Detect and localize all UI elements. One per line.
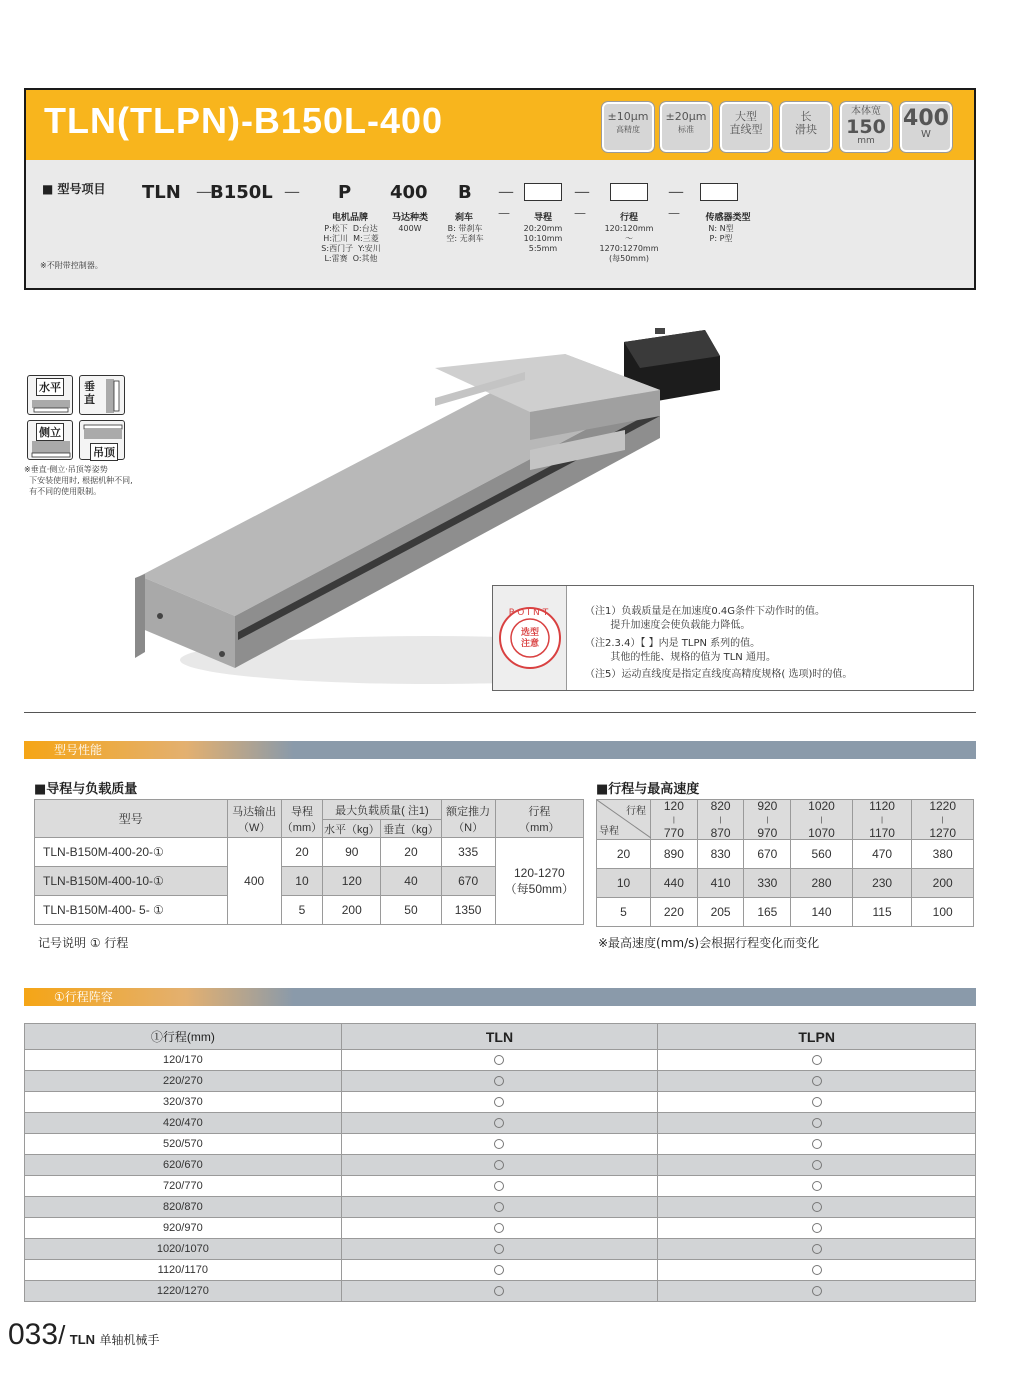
cell-speed: 560 [791, 840, 853, 869]
cell-speed: 200 [912, 869, 974, 898]
stroke-speed-table [596, 799, 974, 927]
point-note-2b: 其他的性能、规格的值为 TLN 通用。 [585, 652, 776, 663]
page-footer: 033/ TLN 单轴机械手 [8, 1318, 160, 1351]
code-series: TLN [142, 182, 181, 203]
table-row [597, 840, 974, 869]
badge-text: 直线型 [729, 123, 763, 136]
code-dash: — [668, 182, 684, 201]
code-dash: — [574, 206, 586, 220]
table-row [597, 869, 974, 898]
stroke-options: 120:120mm ～ 1270:1270mm (每50mm) [599, 224, 659, 263]
motor-type-label: 马达种类 [391, 213, 428, 223]
point-note-5: （注5）运动直线度是指定直线度高精度规格( 选项)时的值。 [585, 669, 853, 680]
badge-text: 150 [846, 116, 886, 138]
badge-wattage [900, 102, 952, 152]
product-title: TLN(TLPN)-B150L-400 [44, 100, 444, 141]
mount-ceiling-icon [79, 420, 125, 460]
available-circle-icon [812, 1223, 822, 1233]
cell-stroke: 420/470 [25, 1113, 342, 1134]
available-circle-icon [812, 1097, 822, 1107]
badge-text: ±10μm [607, 110, 649, 123]
cell-thrust: 335 [441, 838, 495, 867]
badge-text: mm [857, 136, 875, 146]
page-number: 033 [8, 1318, 59, 1351]
motor-options: 400W [398, 224, 422, 233]
table-row [25, 1281, 976, 1302]
table-row [25, 1197, 976, 1218]
mount-ceiling-label: 吊顶 [90, 443, 118, 461]
table-row [25, 1218, 976, 1239]
sensor-label: 传感器类型 [705, 213, 751, 223]
col-motor: 马达输出 （W） [227, 800, 281, 838]
table-row [25, 1050, 976, 1071]
corner-stroke-label: 行程 [626, 806, 646, 817]
brake-options: B: 带刹车 空: 无刹车 [446, 224, 484, 243]
cell-thrust: 1350 [441, 896, 495, 925]
col-stroke: 行程 （mm） [495, 800, 583, 838]
badge-precision-10 [602, 102, 654, 152]
lead-load-table [34, 799, 584, 925]
available-circle-icon [812, 1181, 822, 1191]
mount-horizontal-label: 水平 [36, 378, 64, 396]
cell-stroke: 320/370 [25, 1092, 342, 1113]
stroke-to: 1070 [808, 826, 835, 840]
cell-speed: 140 [791, 898, 853, 927]
table-row [25, 1113, 976, 1134]
available-circle-icon [812, 1118, 822, 1128]
brand-options: P:松下 D:台达 H:汇川 M:三菱 S:西门子 Y:安川 L:雷赛 O:其他 [321, 224, 381, 263]
available-circle-icon [494, 1055, 504, 1065]
cell-horizontal: 200 [323, 896, 381, 925]
col-stroke: 1020 | 1070 [791, 800, 853, 840]
mount-side-icon [27, 420, 73, 460]
badge-text: ±20μm [665, 110, 707, 123]
brake-label: 刹车 [454, 213, 473, 223]
cell-speed: 230 [852, 869, 912, 898]
stroke-from: 920 [757, 799, 778, 813]
point-badge-area [493, 586, 567, 690]
cell-speed: 115 [852, 898, 912, 927]
code-model: B150L [210, 182, 273, 203]
point-note-1: （注1）负载质量是在加速度0.4G条件下动作时的值。 [585, 606, 826, 617]
available-circle-icon [494, 1076, 504, 1086]
col-stroke: 820 | 870 [697, 800, 744, 840]
col-thrust: 额定推力 （N） [441, 800, 495, 838]
code-motor-brand: P [338, 182, 352, 203]
cell-vertical: 20 [381, 838, 441, 867]
stroke-to: 770 [663, 826, 684, 840]
code-motor-type: 400 [390, 182, 428, 203]
cell-stroke: 1220/1270 [25, 1281, 342, 1302]
available-circle-icon [494, 1244, 504, 1254]
col-stroke: 920 | 970 [744, 800, 791, 840]
cell-speed: 440 [651, 869, 698, 898]
cell-stroke: 520/570 [25, 1134, 342, 1155]
cell-speed: 830 [697, 840, 744, 869]
point-center-text-2: 注意 [520, 639, 539, 649]
available-circle-icon [494, 1223, 504, 1233]
code-dash: — [498, 182, 514, 201]
available-circle-icon [494, 1160, 504, 1170]
cell-speed: 165 [744, 898, 791, 927]
title-bar [26, 90, 974, 160]
cell-thrust: 670 [441, 867, 495, 896]
section-bar-stroke-lineup [24, 988, 976, 1006]
table-row [25, 1155, 976, 1176]
col-horizontal: 水平（kg） [323, 820, 381, 838]
cell-speed: 670 [744, 840, 791, 869]
cell-horizontal: 90 [323, 838, 381, 867]
cell-stroke: 820/870 [25, 1197, 342, 1218]
col-stroke: 1220 | 1270 [912, 800, 974, 840]
lead-label: 导程 [533, 213, 552, 223]
cell-speed: 330 [744, 869, 791, 898]
cell-lead: 20 [597, 840, 651, 869]
col-stroke: ①行程(mm) [25, 1024, 342, 1050]
point-notes-box [492, 585, 974, 691]
mount-horizontal-icon [27, 375, 73, 415]
badge-text: 400 [903, 106, 949, 131]
model-item-label: ■ 型号项目 [42, 182, 106, 196]
col-stroke: 1120 | 1170 [852, 800, 912, 840]
available-circle-icon [494, 1118, 504, 1128]
table-row [25, 1092, 976, 1113]
available-circle-icon [812, 1076, 822, 1086]
table-row [25, 1176, 976, 1197]
stroke-from: 1220 [929, 799, 957, 813]
available-circle-icon [494, 1139, 504, 1149]
mount-side-label: 侧立 [36, 423, 64, 441]
code-dash: — [668, 206, 680, 220]
cell-model: TLN-B150M-400- 5- ① [35, 896, 228, 925]
badge-text: W [921, 129, 931, 140]
col-stroke: 120 | 770 [651, 800, 698, 840]
lead-table-legend: 记号说明 ① 行程 [38, 936, 129, 950]
cell-motor: 400 [227, 838, 281, 925]
sensor-blank-box [700, 183, 738, 201]
badge-text: 大型 [735, 110, 757, 123]
badge-text: 长 [800, 110, 812, 123]
cell-horizontal: 120 [323, 867, 381, 896]
cell-vertical: 50 [381, 896, 441, 925]
stroke-to: 1170 [869, 826, 895, 840]
sensor-options: N: N型 P: P型 [708, 224, 734, 243]
point-note-1b: 提升加速度会使负载能力降低。 [585, 620, 751, 631]
col-model: 型号 [35, 800, 228, 838]
cell-stroke: 1120/1170 [25, 1260, 342, 1281]
available-circle-icon [494, 1265, 504, 1275]
stroke-from: 1120 [869, 799, 895, 813]
available-circle-icon [494, 1181, 504, 1191]
point-center-text-1: 选型 [520, 628, 539, 638]
stroke-from: 120 [663, 799, 684, 813]
point-ring-text: POINT [508, 608, 552, 618]
motor-brand-label: 电机品牌 [331, 213, 368, 223]
cell-lead: 5 [597, 898, 651, 927]
lead-table-title: ■导程与负载质量 [34, 782, 138, 797]
stroke-to: 970 [757, 826, 778, 840]
code-brake: B [458, 182, 472, 203]
table-row [35, 838, 584, 867]
corner-lead-label: 导程 [599, 826, 619, 837]
lead-options: 20:20mm 10:10mm 5:5mm [523, 224, 563, 253]
badge-body-width [840, 102, 892, 152]
section-title-performance: 型号性能 [24, 741, 294, 759]
cell-lead: 10 [597, 869, 651, 898]
cell-vertical: 40 [381, 867, 441, 896]
section-bar-performance [24, 741, 976, 759]
controller-footnote: ※不附带控制器。 [40, 261, 103, 270]
col-lead: 导程 （mm） [281, 800, 322, 838]
code-dash: — [284, 182, 300, 201]
available-circle-icon [812, 1139, 822, 1149]
table-row [597, 898, 974, 927]
speed-table-title: ■行程与最高速度 [596, 782, 700, 797]
footer-desc: 单轴机械手 [99, 1333, 160, 1347]
stroke-blank-box [610, 183, 648, 201]
stroke-from: 820 [710, 799, 731, 813]
cell-speed: 890 [651, 840, 698, 869]
cell-stroke: 220/270 [25, 1071, 342, 1092]
available-circle-icon [812, 1160, 822, 1170]
cell-speed: 220 [651, 898, 698, 927]
speed-table-note: ※最高速度(mm/s)会根据行程变化而变化 [598, 936, 820, 950]
col-vertical: 垂直（kg） [381, 820, 441, 838]
col-max-load: 最大负载质量( 注1) [323, 800, 441, 820]
stroke-to: 870 [710, 826, 731, 840]
cell-speed: 410 [697, 869, 744, 898]
cell-stroke: 120-1270 （每50mm） [495, 838, 583, 925]
corner-header [597, 800, 651, 840]
cell-stroke: 720/770 [25, 1176, 342, 1197]
available-circle-icon [812, 1202, 822, 1212]
stroke-label: 行程 [619, 213, 638, 223]
col-tln: TLN [341, 1024, 658, 1050]
cell-stroke: 120/170 [25, 1050, 342, 1071]
code-dash: — [498, 206, 510, 220]
badge-large-linear [720, 102, 772, 152]
section-divider [24, 712, 976, 713]
stroke-to: 1270 [929, 826, 957, 840]
footer-series: TLN [69, 1332, 96, 1347]
stroke-lineup-table [24, 1023, 976, 1302]
cell-lead: 5 [281, 896, 322, 925]
section-title-stroke-lineup: ①行程阵容 [24, 988, 294, 1006]
cell-stroke: 1020/1070 [25, 1239, 342, 1260]
badge-text: 本体宽 [851, 106, 881, 117]
col-tlpn: TLPN [658, 1024, 976, 1050]
cell-stroke: 620/670 [25, 1155, 342, 1176]
available-circle-icon [812, 1265, 822, 1275]
available-circle-icon [494, 1286, 504, 1296]
cell-lead: 10 [281, 867, 322, 896]
badge-long-slider [780, 102, 832, 152]
table-row [25, 1239, 976, 1260]
available-circle-icon [812, 1244, 822, 1254]
cell-model: TLN-B150M-400-10-① [35, 867, 228, 896]
mounting-note: ※垂直·侧立·吊顶等姿势 下安装使用时, 根据机种不同, 有不同的使用限制。 [24, 465, 133, 496]
badge-precision-20 [660, 102, 712, 152]
lead-blank-box [524, 183, 562, 201]
badge-text: 高精度 [616, 125, 640, 134]
available-circle-icon [494, 1097, 504, 1107]
cell-lead: 20 [281, 838, 322, 867]
available-circle-icon [812, 1286, 822, 1296]
badge-text: 标准 [678, 125, 694, 134]
stroke-from: 1020 [808, 799, 835, 813]
table-row [25, 1134, 976, 1155]
cell-speed: 100 [912, 898, 974, 927]
badge-text: 滑块 [795, 123, 817, 136]
code-dash: — [574, 182, 590, 201]
cell-speed: 380 [912, 840, 974, 869]
cell-speed: 280 [791, 869, 853, 898]
model-header-box [24, 88, 976, 290]
cell-speed: 470 [852, 840, 912, 869]
available-circle-icon [494, 1202, 504, 1212]
cell-model: TLN-B150M-400-20-① [35, 838, 228, 867]
cell-stroke: 920/970 [25, 1218, 342, 1239]
table-row [25, 1260, 976, 1281]
table-row [25, 1071, 976, 1092]
point-note-2: （注2.3.4）【 】内是 TLPN 系列的值。 [585, 638, 761, 649]
mount-vertical-label: 垂直 [84, 380, 95, 406]
cell-speed: 205 [697, 898, 744, 927]
available-circle-icon [812, 1055, 822, 1065]
code-dash: — [196, 182, 212, 201]
mount-vertical-icon [79, 375, 125, 415]
